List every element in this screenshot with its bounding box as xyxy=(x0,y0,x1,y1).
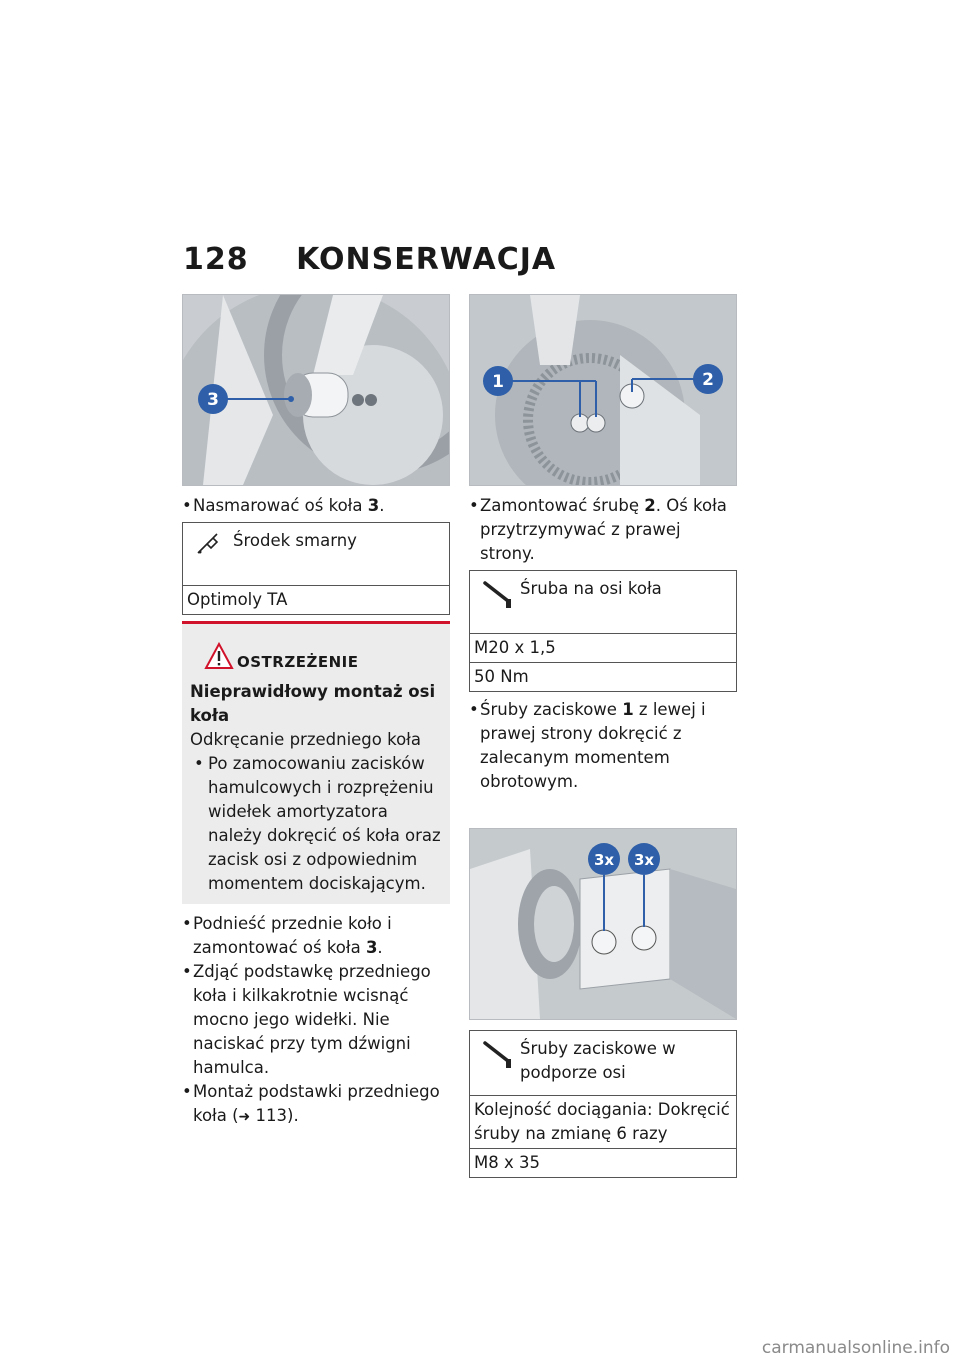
page-ref-link[interactable]: 113 xyxy=(255,1106,288,1125)
warning-body: Odkręcanie przedniego koła xyxy=(190,730,421,749)
step-remove-stand: • Zdjąć podstawkę przedniego koła i kilkakrotnie wcisnąć mocno jego widełki. Nie naciskać przy tym dźwigni hamulca. xyxy=(182,960,450,1080)
page-number: 128 xyxy=(183,242,249,277)
axle-bolt-spec-box xyxy=(469,570,737,692)
warning-subtitle: Nieprawidłowy montaż osi koła xyxy=(190,682,436,725)
right-column xyxy=(469,294,737,1184)
step-mount-axle: • Podnieść przednie koło i zamontować oś koła 3. xyxy=(182,912,450,960)
warning-box xyxy=(182,621,450,904)
step-mount-stand: • Montaż podstawki przedniego koła (➜ 113). xyxy=(182,1080,450,1129)
warning-item: • Po zamocowaniu zacisków hamulcowych i rozprężeniu widełek amortyzatora należy dokręcić oś koła oraz zacisk osi z odpowiednim momentem dociskającym. xyxy=(190,752,442,896)
lubricant-title: Środek smarny xyxy=(233,531,357,550)
step-tighten-clamp-bolts: • Śruby zaciskowe 1 z lewej i prawej strony dokręcić z zalecanym momentem obrotowym. xyxy=(469,698,737,794)
warning-triangle-icon xyxy=(204,642,234,677)
step-lubricate-axle: • Nasmarować oś koła 3. xyxy=(182,494,450,518)
lubricant-spec-box xyxy=(182,522,450,615)
axle-bolt-photo xyxy=(469,294,737,486)
callout-3: 3 xyxy=(207,390,219,410)
steps-list-1 xyxy=(182,494,450,518)
steps-list-2 xyxy=(182,912,450,1129)
watermark: carmanualsonline.info xyxy=(761,1338,950,1358)
torque-wrench-icon xyxy=(482,579,514,618)
axle-bolt-thread: M20 x 1,5 xyxy=(470,634,736,663)
torque-wrench-icon xyxy=(482,1039,514,1078)
steps-list-3 xyxy=(469,494,737,566)
callout-3x-right: 3x xyxy=(633,851,655,869)
axle-lubrication-photo xyxy=(182,294,450,486)
section-title: KONSERWACJA xyxy=(296,242,557,277)
clamp-bolts-size: M8 x 35 xyxy=(474,1153,540,1172)
axle-bolt-title: Śruba na osi koła xyxy=(520,579,662,598)
clamp-bolts-photo xyxy=(469,828,737,1020)
axle-bolt-torque: 50 Nm xyxy=(474,667,529,686)
step-mount-bolt: • Zamontować śrubę 2. Oś koła przytrzymywać z prawej strony. xyxy=(469,494,737,566)
callout-1: 1 xyxy=(492,372,504,392)
callout-2: 2 xyxy=(702,370,714,390)
page-header xyxy=(183,242,556,277)
steps-list-4 xyxy=(469,698,737,794)
page-ref-arrow-icon: ➜ xyxy=(238,1109,251,1125)
clamp-bolts-sequence: Kolejność dociągania: Dokręcić śruby na zmianę 6 razy xyxy=(470,1096,736,1149)
callout-3x-left: 3x xyxy=(593,851,615,869)
clamp-bolts-spec-box xyxy=(469,1030,737,1178)
grease-gun-icon xyxy=(195,531,223,564)
clamp-bolts-title: Śruby zaciskowe w podporze osi xyxy=(520,1039,676,1082)
warning-title: OSTRZEŻENIE xyxy=(237,653,359,671)
lubricant-value: Optimoly TA xyxy=(187,590,288,609)
left-column xyxy=(182,294,450,1129)
